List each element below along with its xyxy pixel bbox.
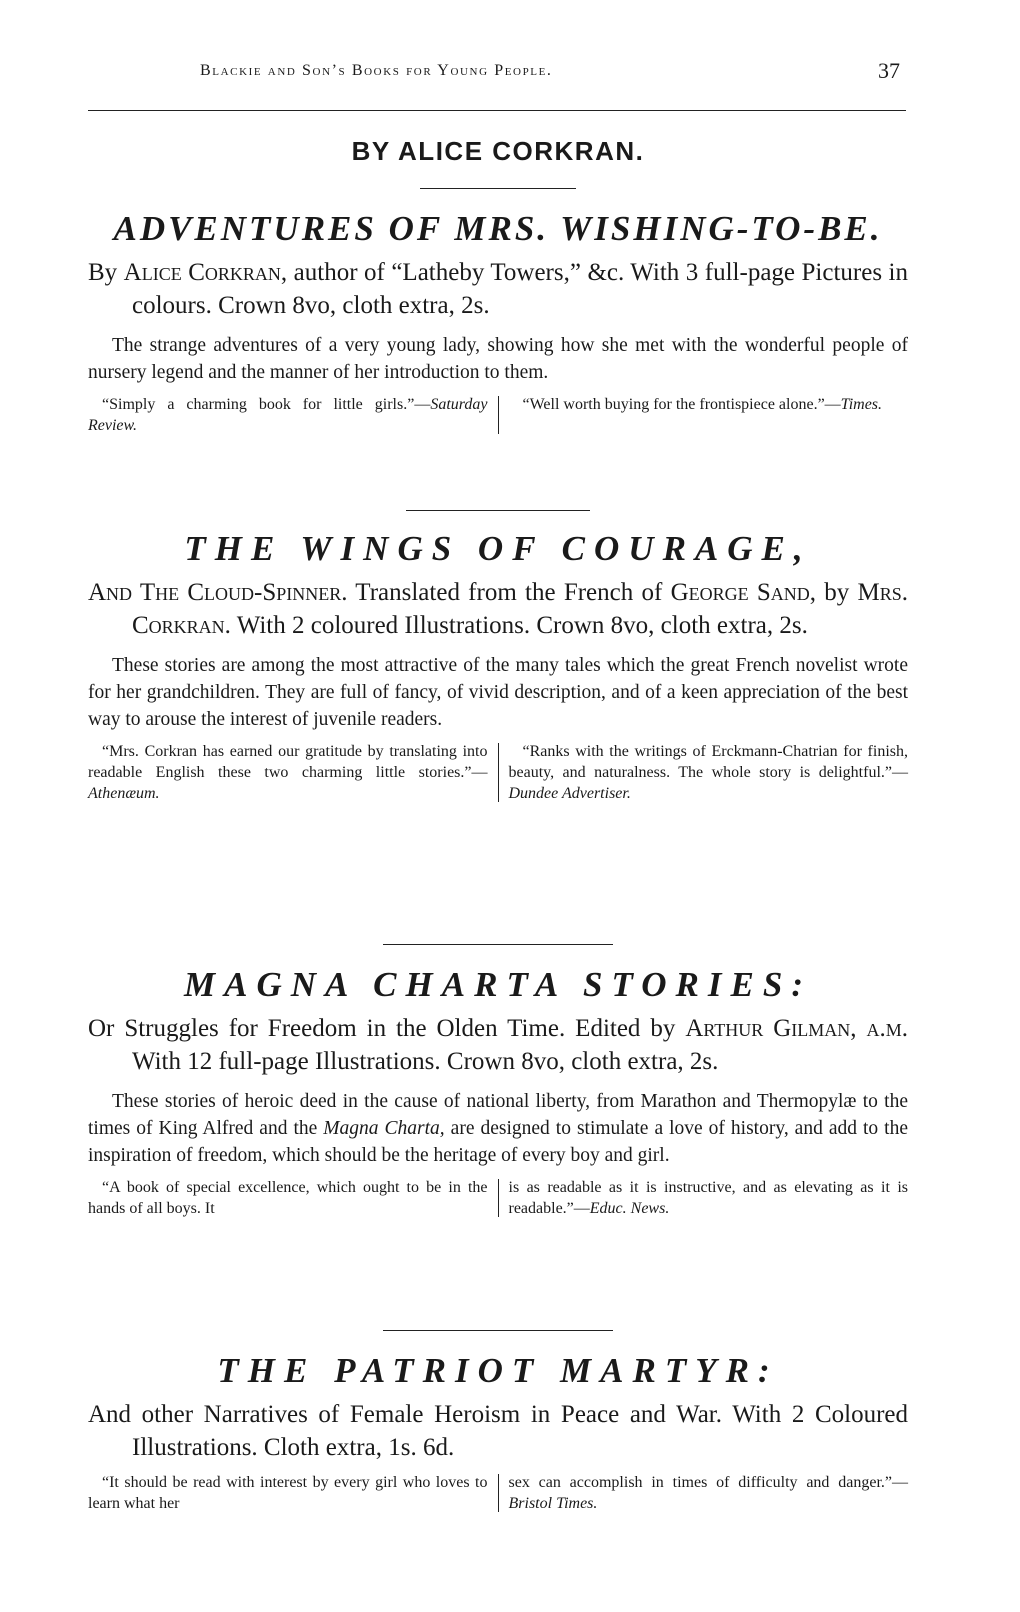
review-left (88, 1472, 498, 1514)
press-reviews (88, 741, 908, 804)
book-description: The strange adventures of a very young lady, showing how she met with the wonderful people of nursery legend and the manner of her introduction to them. (88, 335, 908, 383)
review-text (88, 1177, 488, 1219)
page-number: 37 (878, 58, 900, 83)
press-reviews (88, 1177, 908, 1219)
imprint-text: With 12 full-page Illustrations. Crown 8vo, cloth extra, 2s. (132, 1048, 719, 1075)
book-title: MAGNA CHARTA STORIES: (184, 965, 812, 1004)
imprint-text: With 2 Coloured Illustrations. Cloth extra, 1s. 6d. (132, 1401, 908, 1461)
review-quote: “A book of special excellence, which ought to be in the hands of all boys. It (88, 1179, 488, 1217)
description-text: These stories of heroic deed in the cause of national liberty, from Marathon and Thermopylæ to the times of King Alfred and the (88, 1091, 908, 1139)
imprint-text: Or Struggles for Freedom in the Olden Time. Edited by (88, 1015, 686, 1042)
imprint-text: , by (809, 579, 858, 606)
review-right (499, 1177, 909, 1219)
imprint-author: Arthur Gilman, a.m. (685, 1015, 908, 1042)
review-text (509, 1179, 909, 1217)
book-imprint (88, 1012, 908, 1078)
review-quote: “Ranks with the writings of Erckmann-Chatrian for finish, beauty, and naturalness. The whole story is delightful.”— (508, 743, 908, 781)
review-text (88, 1472, 488, 1514)
imprint-text: , author of “Latheby Towers,” &c. With 3 (280, 259, 699, 286)
book-imprint (88, 576, 908, 642)
book-entry (88, 528, 908, 804)
section-rule (383, 944, 613, 945)
running-head (88, 58, 908, 92)
book-imprint (88, 256, 908, 322)
section-rule (420, 188, 576, 189)
imprint-author: Alice Corkran (123, 259, 281, 286)
imprint-text: full-page Pictures in colours. Crown 8vo, cloth extra, 2s. (132, 259, 908, 319)
book-description (88, 1088, 908, 1169)
book-entry (88, 208, 908, 436)
review-source: Athenæum. (88, 785, 160, 802)
review-quote: sex can accomplish in times of difficulty and danger.”— (508, 1474, 908, 1491)
imprint-text: By (88, 259, 124, 286)
review-source: Bristol Times. (508, 1495, 598, 1512)
book-title: THE PATRIOT MARTYR: (217, 1351, 779, 1390)
review-left (88, 741, 498, 804)
review-quote: “Mrs. Corkran has earned our gratitude by translating into readable English these two charming little stories.”— (88, 743, 488, 781)
book-title: ADVENTURES OF MRS. WISHING-TO-BE. (113, 209, 883, 248)
book-description: These stories are among the most attractive of the many tales which the great French novelist wrote for her grandchildren. They are full of fancy, of vivid description, and of a keen appreciation of the best way to arouse the interest of juvenile readers. (88, 655, 908, 730)
imprint-subtitle: And The Cloud-Spinner. (88, 579, 348, 606)
review-quote: “Simply a charming book for little girls.”— (102, 396, 431, 413)
press-reviews (88, 394, 908, 436)
section-rule (406, 510, 590, 511)
author-heading: BY ALICE CORKRAN. (351, 136, 645, 166)
imprint-author: George Sand (670, 579, 810, 606)
imprint-text: And other Narratives of Female Heroism in Peace and War. (88, 1401, 723, 1428)
header-rule (88, 110, 906, 111)
review-text (88, 394, 488, 436)
review-source: Saturday Review. (88, 396, 488, 434)
section-rule (383, 1330, 613, 1331)
description-italic: Magna Charta, (323, 1118, 445, 1139)
review-right (499, 1472, 909, 1514)
book-entry (88, 1350, 908, 1514)
review-quote: “Well worth buying for the frontispiece alone.”— (522, 396, 841, 413)
imprint-text: Translated from the French of (347, 579, 671, 606)
review-text (509, 1474, 909, 1512)
review-source: Educ. News. (589, 1200, 670, 1217)
imprint-translator: Mrs. Corkran. (132, 579, 909, 639)
book-imprint (88, 1398, 908, 1464)
review-left (88, 1177, 498, 1219)
review-left (88, 394, 498, 436)
review-right (499, 394, 909, 436)
description-text: are designed to stimulate a love of history, and add to the inspiration of freedom, which should be the heritage of every boy and girl. (88, 1118, 908, 1166)
book-entry (88, 964, 908, 1219)
press-reviews (88, 1472, 908, 1514)
review-text (509, 741, 909, 804)
review-text (509, 394, 909, 415)
book-title: THE WINGS OF COURAGE, (184, 529, 812, 568)
review-quote: is as readable as it is instructive, and as elevating as it is readable.”— (508, 1179, 908, 1217)
review-quote: “It should be read with interest by every girl who loves to learn what her (88, 1474, 488, 1512)
review-source: Dundee Advertiser. (508, 785, 631, 802)
review-source: Times. (840, 396, 883, 413)
review-text (88, 741, 488, 804)
imprint-text: With 2 coloured Illustrations. Crown 8vo, cloth extra, 2s. (230, 612, 808, 639)
review-right (499, 741, 909, 804)
running-title: Blackie and Son’s Books for Young People. (200, 62, 553, 79)
